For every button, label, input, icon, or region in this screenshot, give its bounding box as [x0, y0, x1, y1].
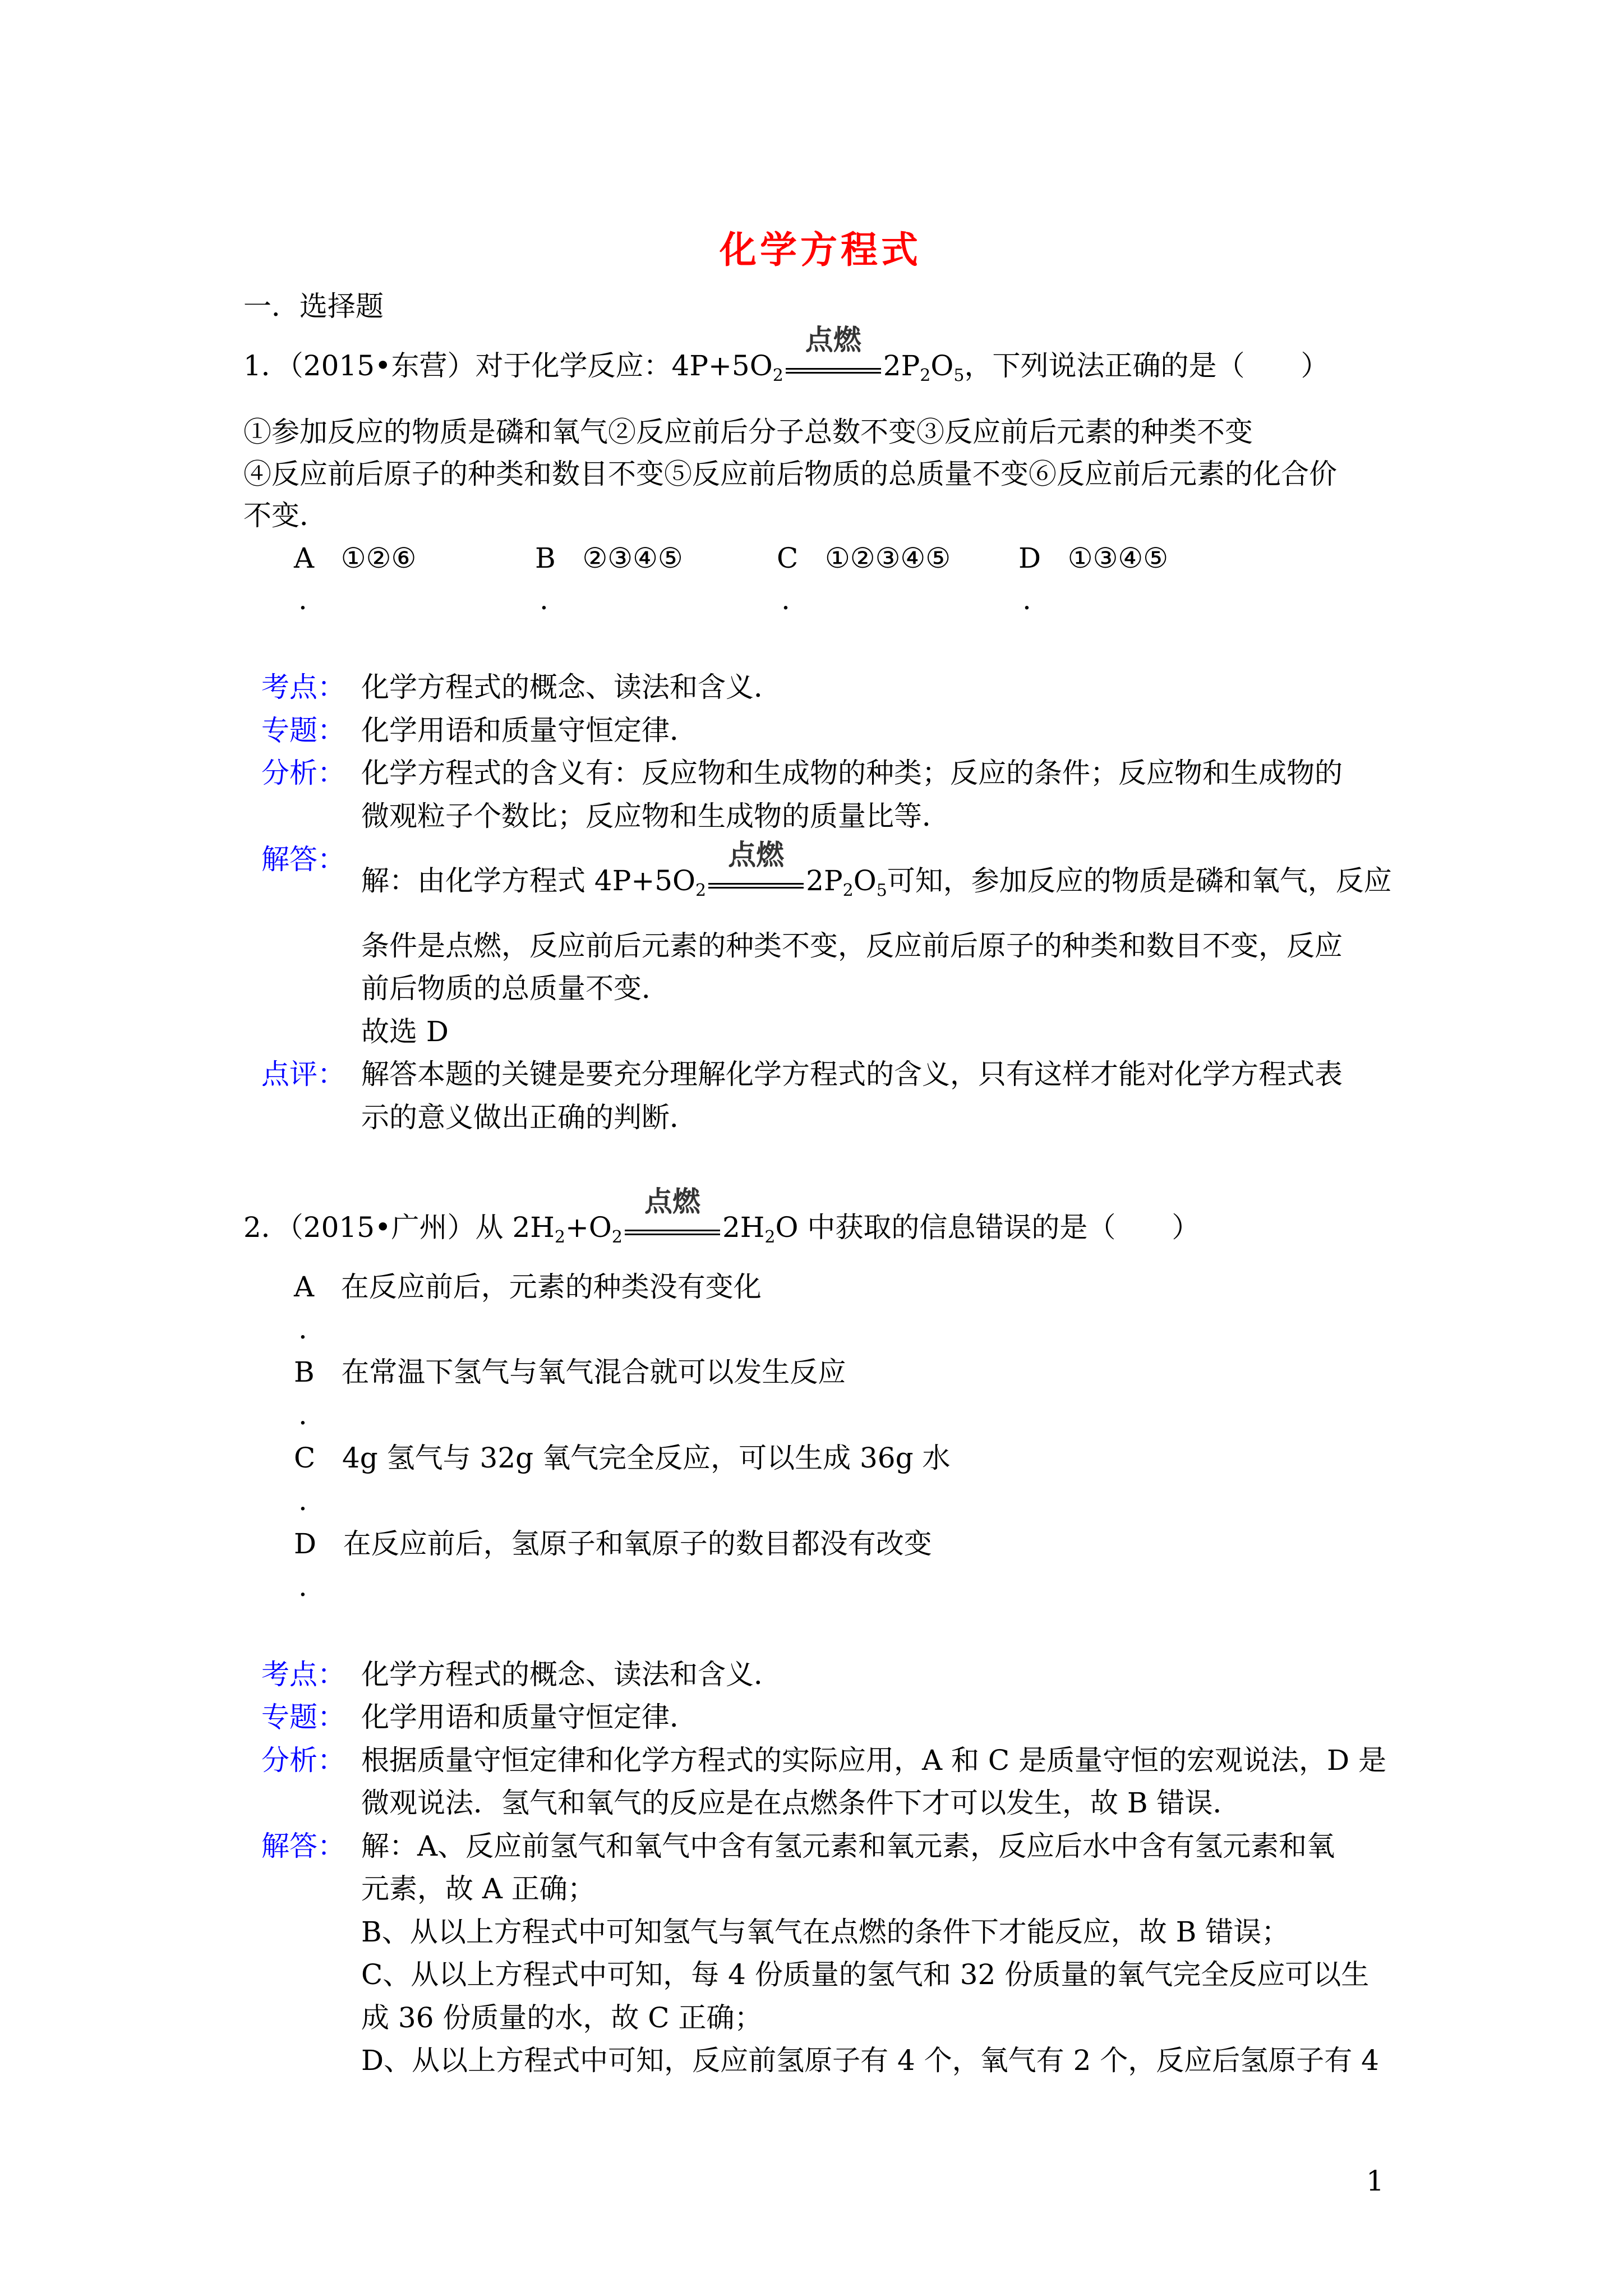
- option-letter: A: [294, 542, 315, 574]
- zhuanti-label: 专题：: [261, 1701, 345, 1733]
- fenxi-label: 分析：: [261, 757, 345, 789]
- jieda-line-2: 元素，故 A 正确；: [361, 1872, 596, 1905]
- jieda-line-4: 故选 D: [361, 1015, 449, 1048]
- jieda-line-1: 解：A、反应前氢气和氧气中含有氢元素和氧元素，反应后水中含有氢元素和氧: [361, 1830, 1335, 1862]
- page-title: 化学方程式: [720, 228, 921, 272]
- q1-option-a[interactable]: [294, 541, 416, 575]
- option-letter: B: [535, 542, 556, 574]
- q2-stem-suffix: 中获取的信息错误的是（ ）: [807, 1211, 1200, 1244]
- q1-stem-prefix: 1．（2015•东营）对于化学反应：4P+5O: [243, 349, 773, 382]
- fenxi-line-1: 化学方程式的含义有：反应物和生成物的种类；反应的条件；反应物和生成物的: [361, 757, 1343, 789]
- reaction-condition: 点燃: [805, 324, 861, 356]
- question-2-stem: [243, 1185, 1200, 1247]
- reaction-arrow: [708, 839, 804, 898]
- jieda-label: 解答：: [261, 1830, 345, 1862]
- option-letter: D: [294, 1527, 317, 1560]
- option-dot: .: [298, 583, 307, 616]
- q1-product: 2P: [883, 349, 920, 382]
- option-text: 在反应前后，氢原子和氧原子的数目都没有改变: [343, 1527, 932, 1560]
- kaodian-label: 考点：: [261, 671, 345, 703]
- q1-stem-suffix: ，下列说法正确的是（ ）: [964, 349, 1329, 382]
- option-dot: .: [298, 1484, 307, 1517]
- kaodian-label: 考点：: [261, 1658, 345, 1691]
- question-1-stem: [243, 324, 1329, 385]
- sub: 2: [611, 1227, 623, 1247]
- jieda-line-4: C、从以上方程式中可知，每 4 份质量的氢气和 32 份质量的氧气完全反应可以生: [361, 1958, 1370, 1991]
- jieda-line-1: [361, 839, 1392, 900]
- option-text: 4g 氢气与 32g 氧气完全反应，可以生成 36g 水: [342, 1442, 951, 1474]
- q2-option-d[interactable]: [294, 1527, 932, 1561]
- zhuanti-label: 专题：: [261, 714, 345, 747]
- dianping-line-1: 解答本题的关键是要充分理解化学方程式的含义，只有这样才能对化学方程式表: [361, 1058, 1343, 1091]
- sub: 2: [554, 1227, 565, 1247]
- option-text: ②③④⑤: [582, 542, 683, 574]
- jieda-text: 可知，参加反应的物质是磷和氧气，反应: [887, 864, 1392, 897]
- q2-stem-prefix: 2．（2015•广州）从 2H: [243, 1211, 555, 1244]
- dianping-label: 点评：: [261, 1058, 345, 1091]
- option-dot: .: [298, 1570, 307, 1603]
- jieda-line-3: 前后物质的总质量不变．: [361, 972, 670, 1005]
- q1-product-o: O: [930, 349, 954, 382]
- option-dot: .: [1022, 583, 1031, 616]
- q1-statement-line-2: ④反应前后原子的种类和数目不变⑤反应前后物质的总质量不变⑥反应前后元素的化合价: [243, 458, 1337, 490]
- reactant: +O: [565, 1211, 612, 1244]
- kaodian-text: 化学方程式的概念、读法和含义．: [361, 1658, 782, 1691]
- zhuanti-text: 化学用语和质量守恒定律．: [361, 714, 698, 747]
- q2-option-b[interactable]: [294, 1355, 846, 1389]
- fenxi-line-1: 根据质量守恒定律和化学方程式的实际应用，A 和 C 是质量守恒的宏观说法，D 是: [361, 1744, 1387, 1777]
- q1-statement-line-3: 不变．: [243, 499, 328, 532]
- reaction-arrow: [786, 324, 881, 383]
- page-number: 1: [1366, 2165, 1384, 2197]
- q2-option-c[interactable]: [294, 1441, 951, 1475]
- option-text: ①③④⑤: [1067, 542, 1169, 574]
- kaodian-text: 化学方程式的概念、读法和含义．: [361, 671, 782, 703]
- sub: 2: [764, 1227, 776, 1247]
- reaction-arrow: [625, 1185, 720, 1244]
- product-o: O: [775, 1211, 799, 1244]
- option-text: 在常温下氢气与氧气混合就可以发生反应: [341, 1356, 846, 1388]
- option-dot: .: [298, 1313, 307, 1345]
- fenxi-line-2: 微观说法．氢气和氧气的反应是在点燃条件下才可以发生，故 B 错误．: [361, 1787, 1241, 1819]
- option-text: ①②③④⑤: [824, 542, 951, 574]
- q1-option-d[interactable]: [1018, 541, 1168, 575]
- option-dot: .: [298, 1398, 307, 1431]
- option-text: 在反应前后，元素的种类没有变化: [340, 1271, 762, 1303]
- fenxi-line-2: 微观粒子个数比；反应物和生成物的质量比等．: [361, 800, 950, 832]
- q1-statement-line-1: ①参加反应的物质是磷和氧气②反应前后分子总数不变③反应前后元素的种类不变: [243, 416, 1253, 448]
- jieda-line-3: B、从以上方程式中可知氢气与氧气在点燃的条件下才能反应，故 B 错误；: [361, 1916, 1290, 1948]
- fenxi-label: 分析：: [261, 1744, 345, 1777]
- q2-option-a[interactable]: [294, 1270, 762, 1304]
- q1-sub: 2: [772, 366, 783, 385]
- reaction-condition: 点燃: [644, 1185, 700, 1218]
- reaction-condition: 点燃: [728, 839, 785, 871]
- sub: 5: [876, 881, 887, 900]
- q1-option-b[interactable]: [535, 541, 683, 575]
- section-heading: 一．选择题: [243, 290, 384, 323]
- option-text: ①②⑥: [340, 542, 417, 574]
- option-letter: C: [294, 1442, 316, 1474]
- jieda-line-5: 成 36 份质量的水，故 C 正确；: [361, 2001, 763, 2034]
- option-letter: C: [777, 542, 799, 574]
- option-letter: B: [294, 1356, 315, 1388]
- jieda-line-2: 条件是点燃，反应前后元素的种类不变，反应前后原子的种类和数目不变，反应: [361, 930, 1343, 962]
- option-letter: D: [1018, 542, 1041, 574]
- option-dot: .: [781, 583, 790, 616]
- option-letter: A: [294, 1271, 315, 1303]
- option-dot: .: [540, 583, 548, 616]
- q1-sub-p: 2: [920, 366, 931, 385]
- product-o: O: [853, 864, 877, 897]
- product: 2P: [806, 864, 843, 897]
- q1-option-c[interactable]: [777, 541, 951, 575]
- sub: 2: [695, 881, 707, 900]
- dianping-line-2: 示的意义做出正确的判断．: [361, 1101, 698, 1134]
- product: 2H: [722, 1211, 765, 1244]
- jieda-label: 解答：: [261, 843, 345, 876]
- zhuanti-text: 化学用语和质量守恒定律．: [361, 1701, 698, 1733]
- jieda-line-6: D、从以上方程式中可知，反应前氢原子有 4 个，氧气有 2 个，反应后氢原子有 4: [361, 2044, 1379, 2077]
- sub: 2: [842, 881, 854, 900]
- q1-sub-o5: 5: [953, 366, 965, 385]
- jieda-text: 解：由化学方程式 4P+5O: [361, 864, 696, 897]
